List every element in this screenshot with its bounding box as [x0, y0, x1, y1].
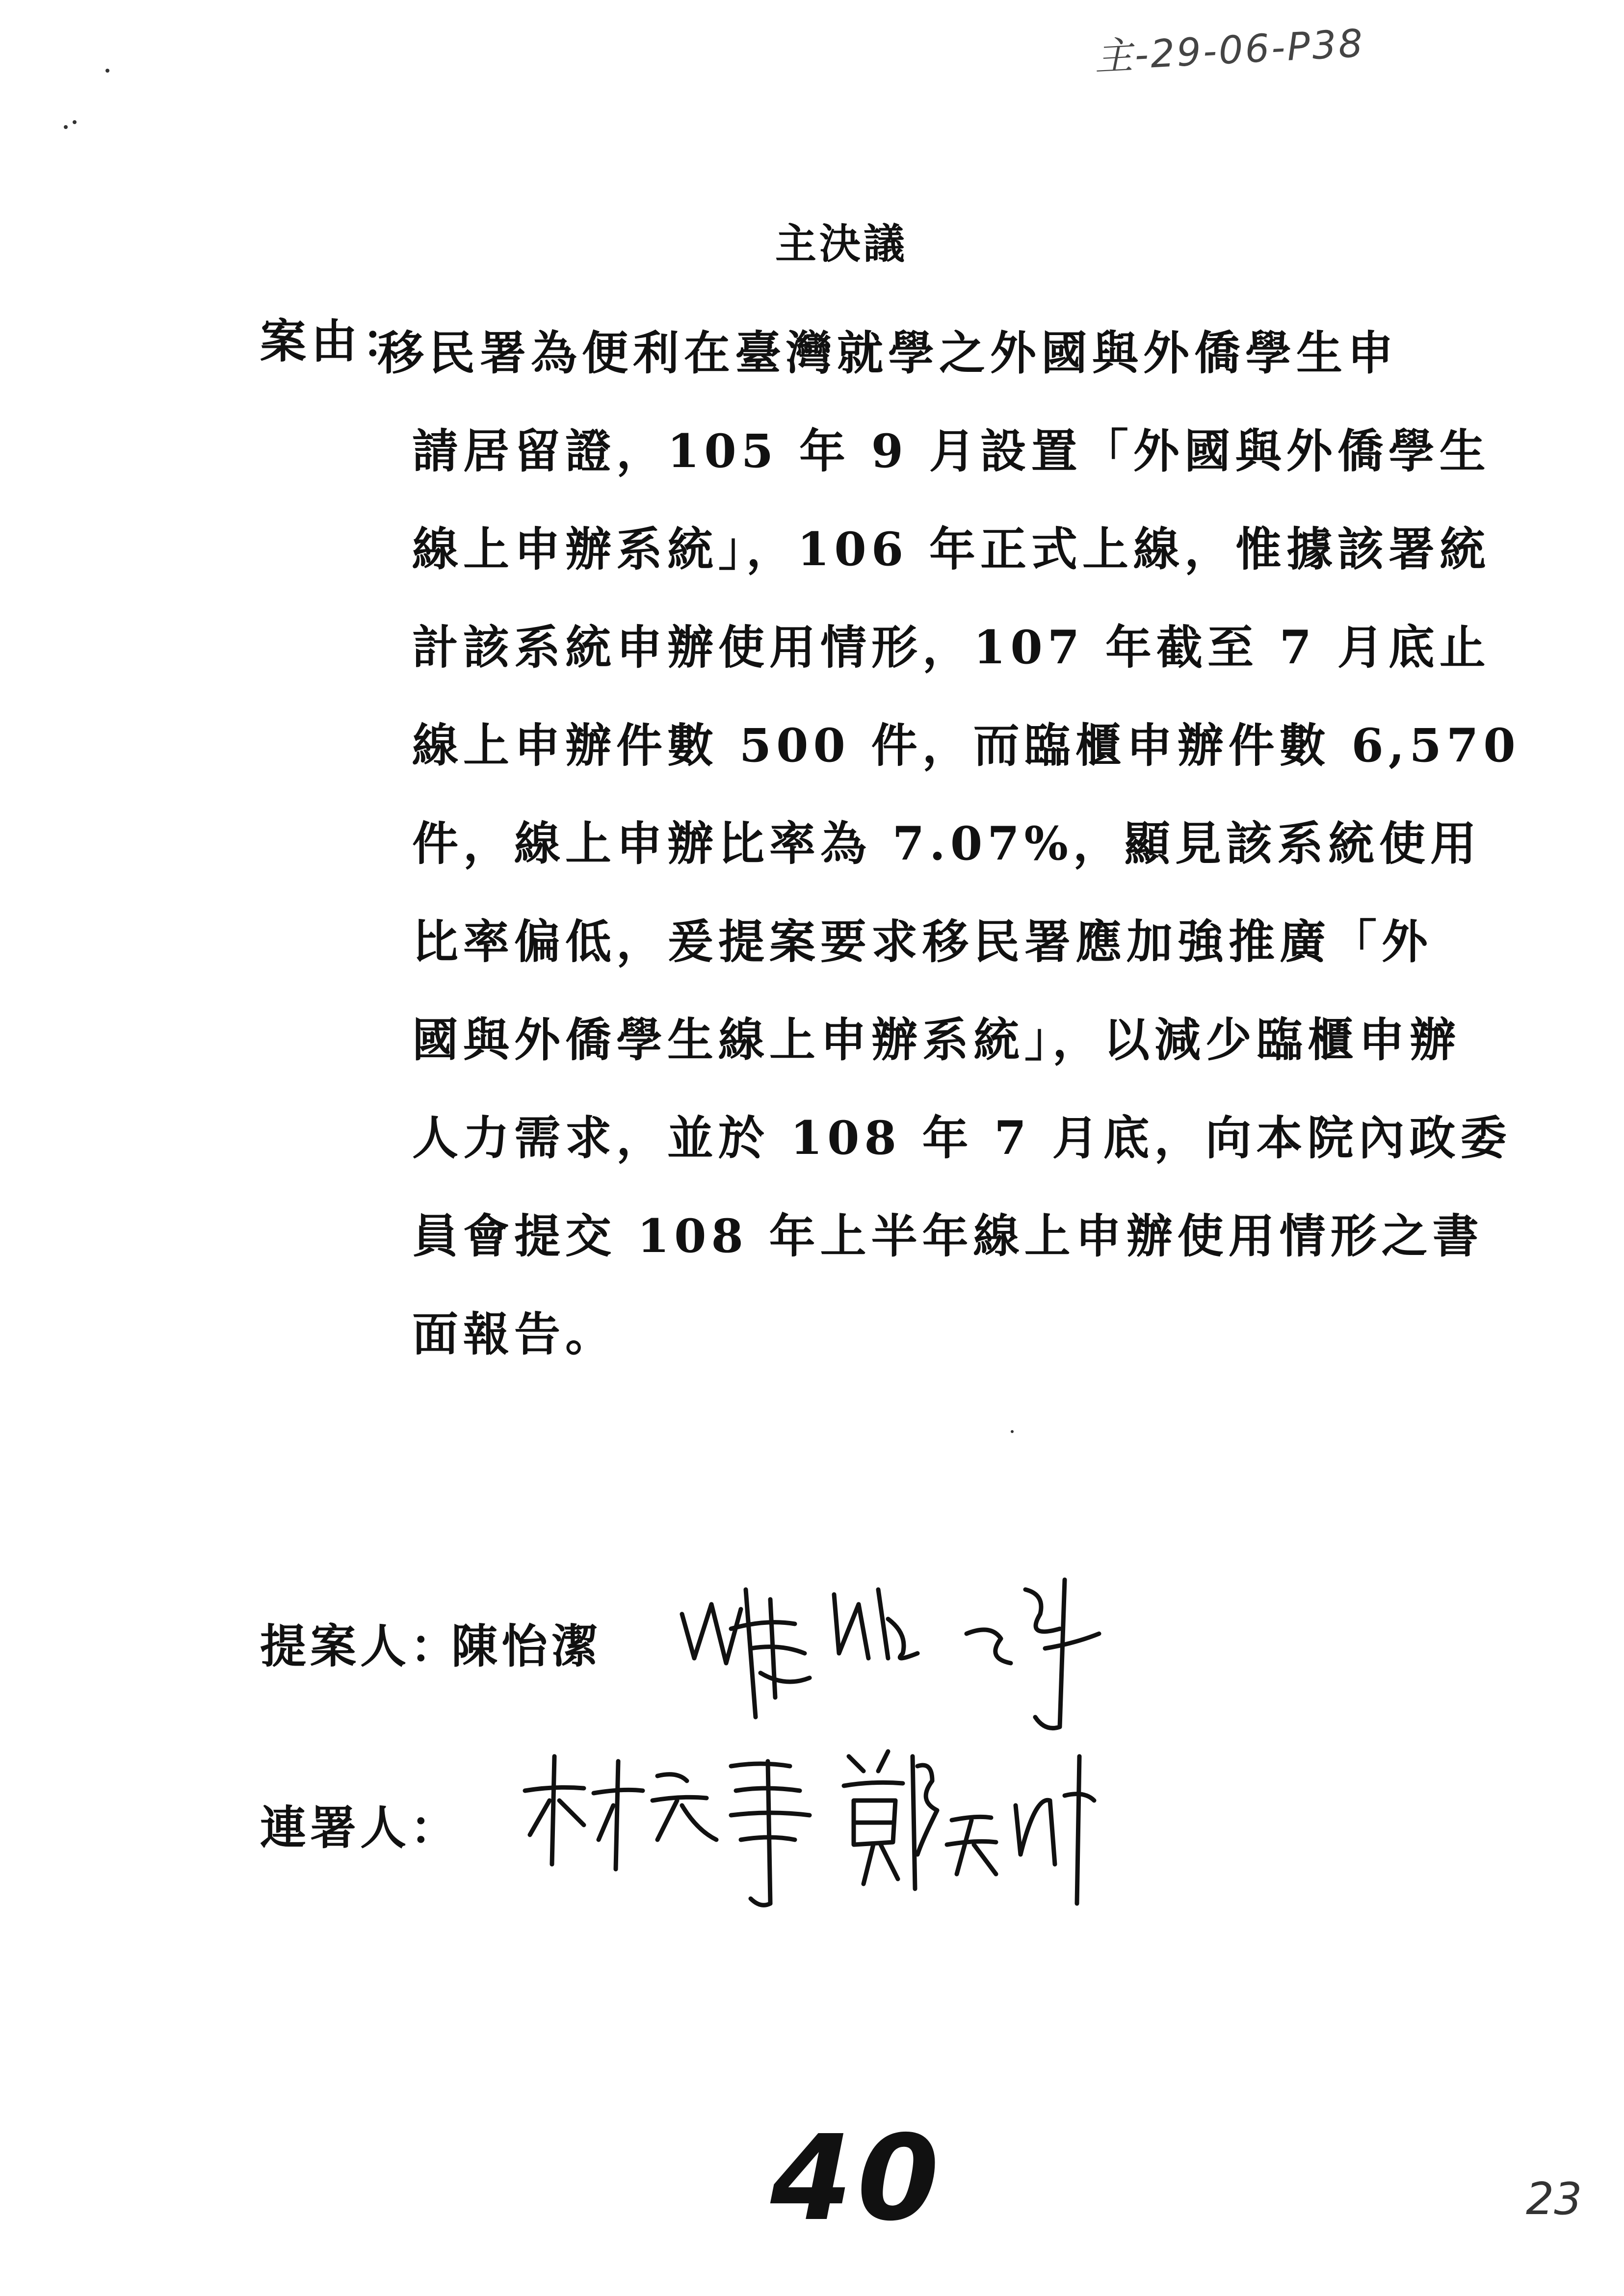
proposer-name: 陳怡潔: [451, 1619, 602, 1673]
scan-speck: [64, 125, 68, 129]
case-line: 請居留證，105 年 9 月設置「外國與外僑學生: [412, 424, 1491, 478]
case-body: [378, 304, 1520, 1383]
corner-number: 23: [1526, 2173, 1582, 2225]
cosigner-signature-2: [834, 1737, 1109, 1913]
case-line: 線上申辦系統」，106 年正式上線，惟據該署統: [412, 522, 1491, 576]
case-line: 國與外僑學生線上申辦系統」，以減少臨櫃申辦: [412, 1013, 1461, 1067]
proposer-label: 提案人：: [260, 1619, 461, 1673]
scan-speck: [73, 120, 77, 124]
cosigner-label: 連署人：: [260, 1801, 461, 1855]
scan-speck: [1011, 1430, 1014, 1433]
handwritten-stamp-code: 主-29-06-P38: [1093, 21, 1366, 80]
case-line: 移民署為便利在臺灣就學之外國與外僑學生申: [378, 326, 1399, 380]
document-title: 主決議: [775, 219, 908, 268]
page-number: 40: [770, 2110, 944, 2247]
case-line: 線上申辦件數 500 件，而臨櫃申辦件數 6,570: [412, 719, 1520, 773]
scan-speck: [105, 69, 109, 73]
case-line: 比率偏低，爰提案要求移民署應加強推廣「外: [412, 915, 1433, 969]
case-line: 人力需求，並於 108 年 7 月底，向本院內政委: [412, 1111, 1512, 1165]
case-label: 案由：: [260, 314, 414, 368]
case-line: 員會提交 108 年上半年線上申辦使用情形之書: [412, 1209, 1484, 1263]
case-line: 面報告。: [412, 1307, 617, 1361]
case-line: 件，線上申辦比率為 7.07%，顯見該系統使用: [412, 817, 1481, 871]
case-line: 計該系統申辦使用情形，107 年截至 7 月底止: [412, 621, 1491, 675]
cosigner-signature-1: [515, 1747, 819, 1913]
proposer-signature: [672, 1560, 1114, 1737]
